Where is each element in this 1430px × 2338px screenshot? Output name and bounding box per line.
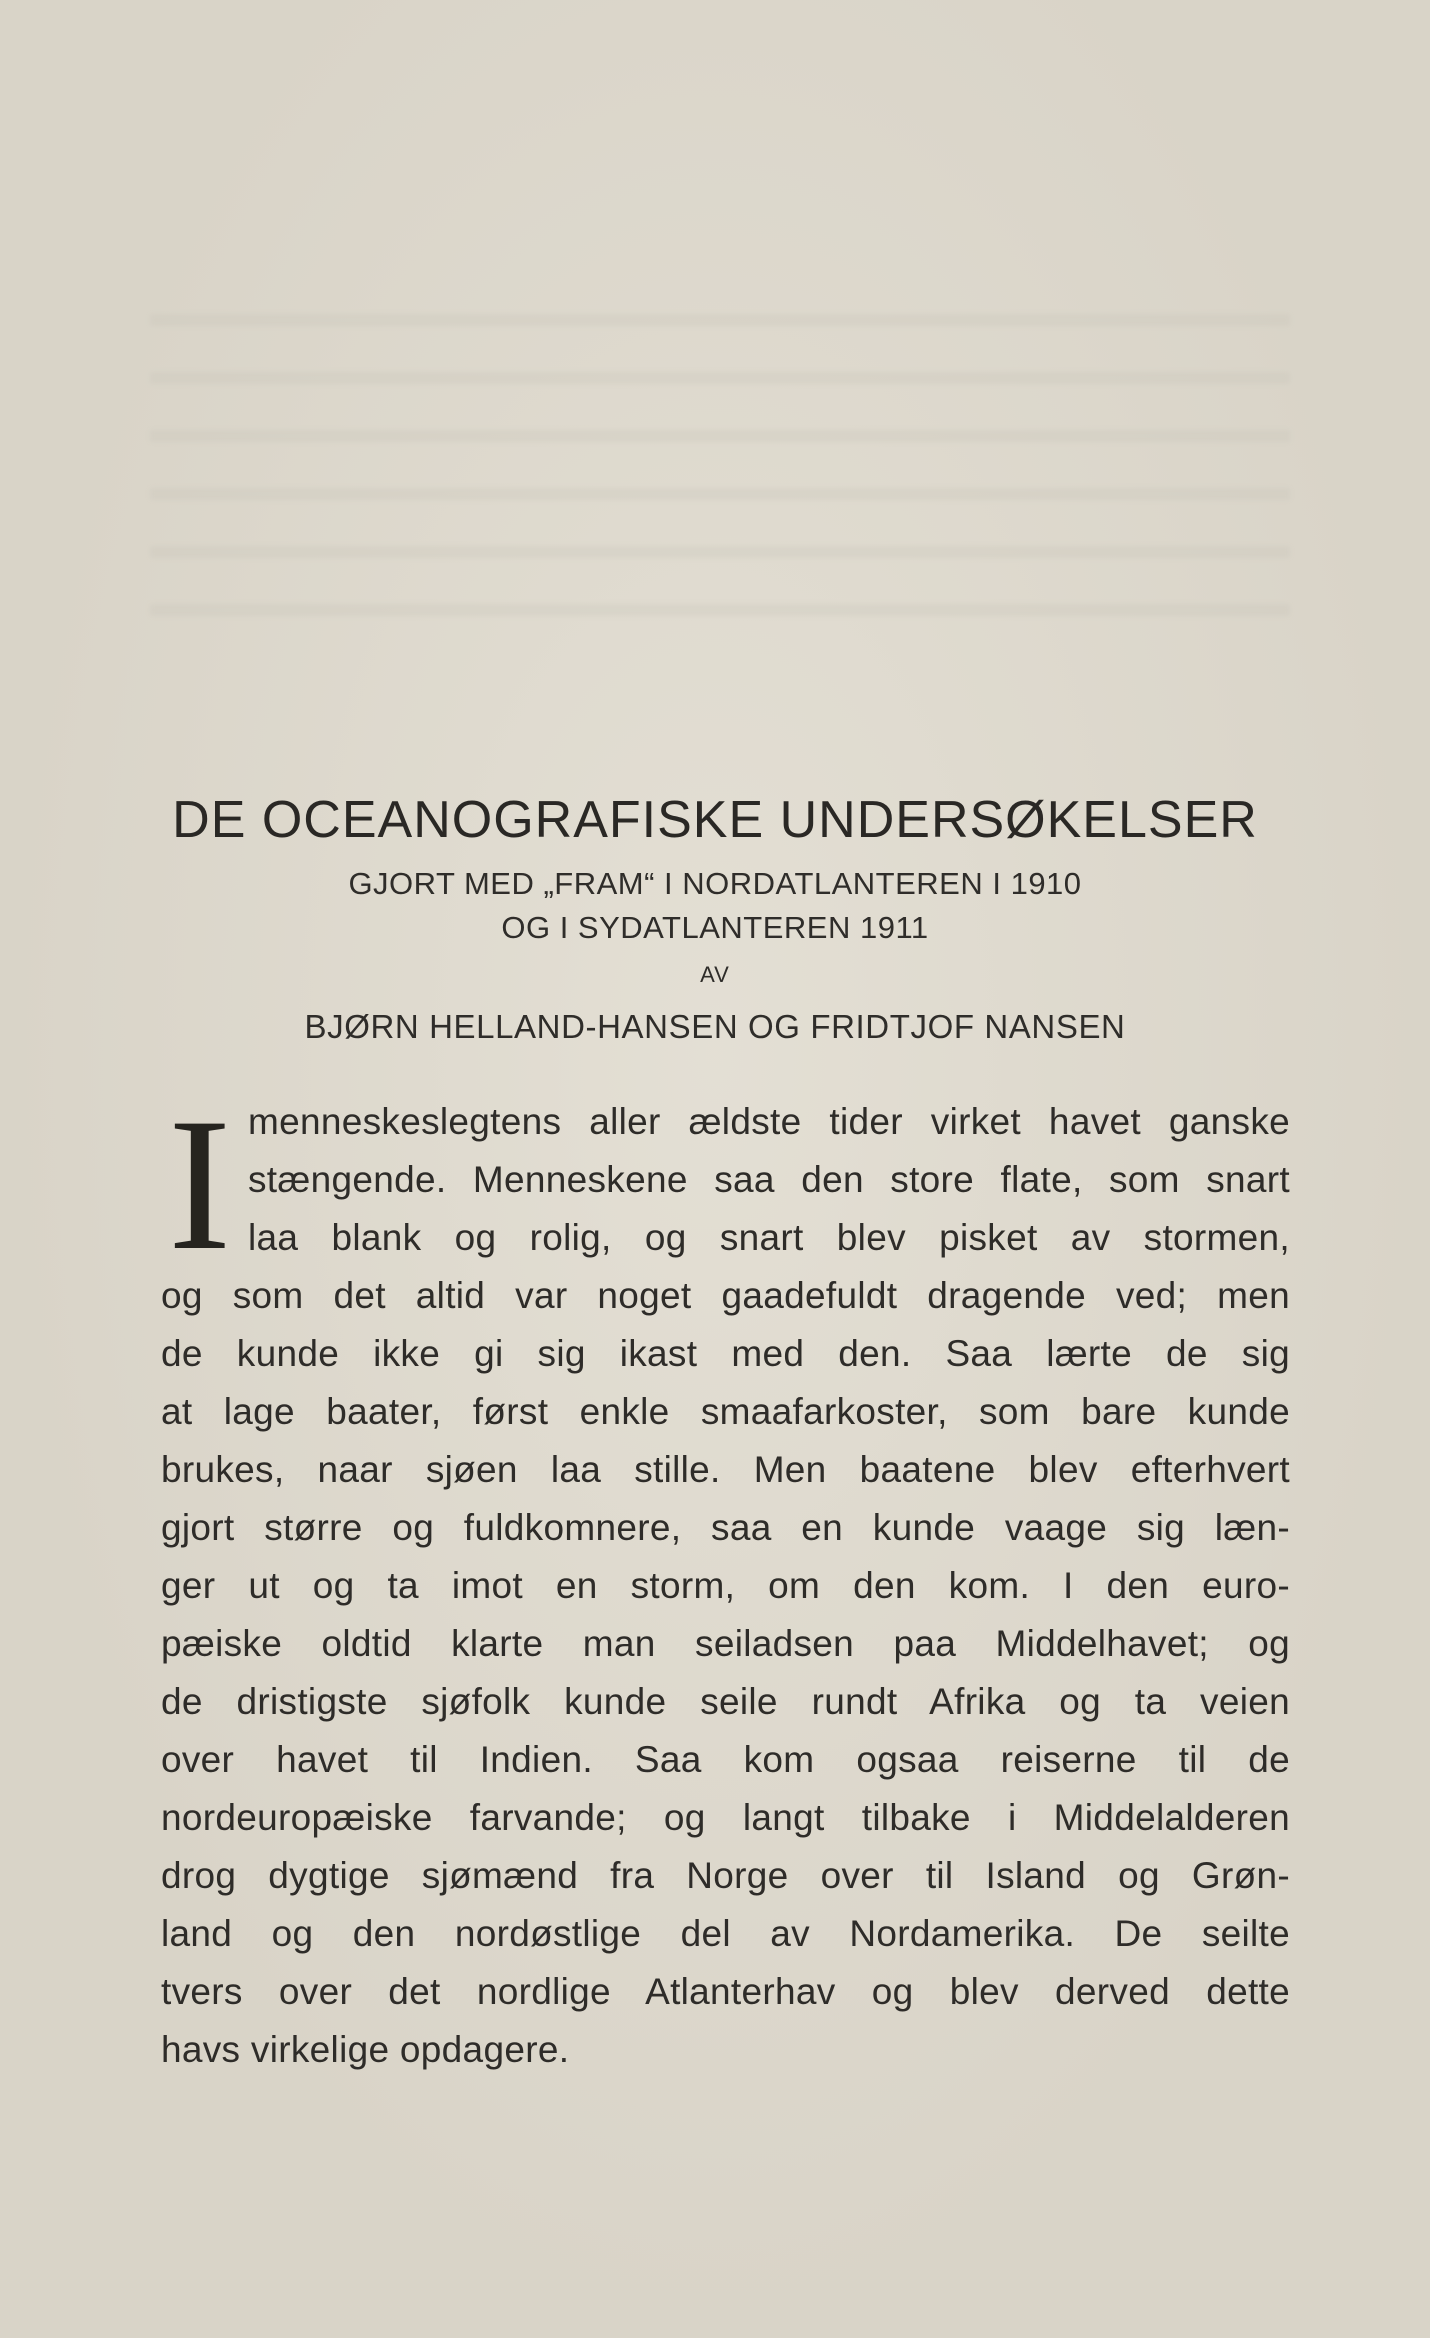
- authors: BJØRN HELLAND-HANSEN OG FRIDTJOF NANSEN: [304, 1008, 1126, 1045]
- body-line: nordeuropæiske farvande; og langt tilbake i Middelalderen: [161, 1797, 1290, 1838]
- body-line: de dristigste sjøfolk kunde seile rundt Afrika og ta veien: [161, 1681, 1290, 1722]
- body-line: stængende. Menneskene saa den store flate, som snart: [248, 1159, 1290, 1200]
- body-line: gjort større og fuldkomnere, saa en kunde vaage sig læn-: [161, 1507, 1290, 1548]
- subtitle-line-1: GJORT MED „FRAM“ I NORDATLANTEREN I 1910: [348, 866, 1082, 901]
- subtitle-line-2: OG I SYDATLANTEREN 1911: [501, 910, 929, 945]
- drop-cap: I: [168, 1080, 232, 1290]
- body-line: pæiske oldtid klarte man seiladsen paa Middelhavet; og: [161, 1623, 1290, 1664]
- body-line: menneskeslegtens aller ældste tider virket havet ganske: [248, 1101, 1290, 1142]
- body-line: og som det altid var noget gaadefuldt dragende ved; men: [161, 1275, 1290, 1316]
- body-line: laa blank og rolig, og snart blev pisket av stormen,: [248, 1217, 1290, 1258]
- body-line: ger ut og ta imot en storm, om den kom. I den euro-: [161, 1565, 1290, 1606]
- page-title: DE OCEANOGRAFISKE UNDERSØKELSER: [172, 791, 1258, 849]
- body-line: de kunde ikke gi sig ikast med den. Saa lærte de sig: [161, 1333, 1290, 1374]
- body-line: drog dygtige sjømænd fra Norge over til Island og Grøn-: [161, 1855, 1290, 1896]
- body-line: over havet til Indien. Saa kom ogsaa reiserne til de: [161, 1739, 1290, 1780]
- body-line: tvers over det nordlige Atlanterhav og blev derved dette: [161, 1971, 1290, 2012]
- body-line: at lage baater, først enkle smaafarkoster, som bare kunde: [161, 1391, 1290, 1432]
- body-line: havs virkelige opdagere.: [161, 2029, 570, 2070]
- byline-av: AV: [700, 962, 730, 987]
- body-line: land og den nordøstlige del av Nordamerika. De seilte: [161, 1913, 1290, 1954]
- body-line: brukes, naar sjøen laa stille. Men baatene blev efterhvert: [161, 1449, 1290, 1490]
